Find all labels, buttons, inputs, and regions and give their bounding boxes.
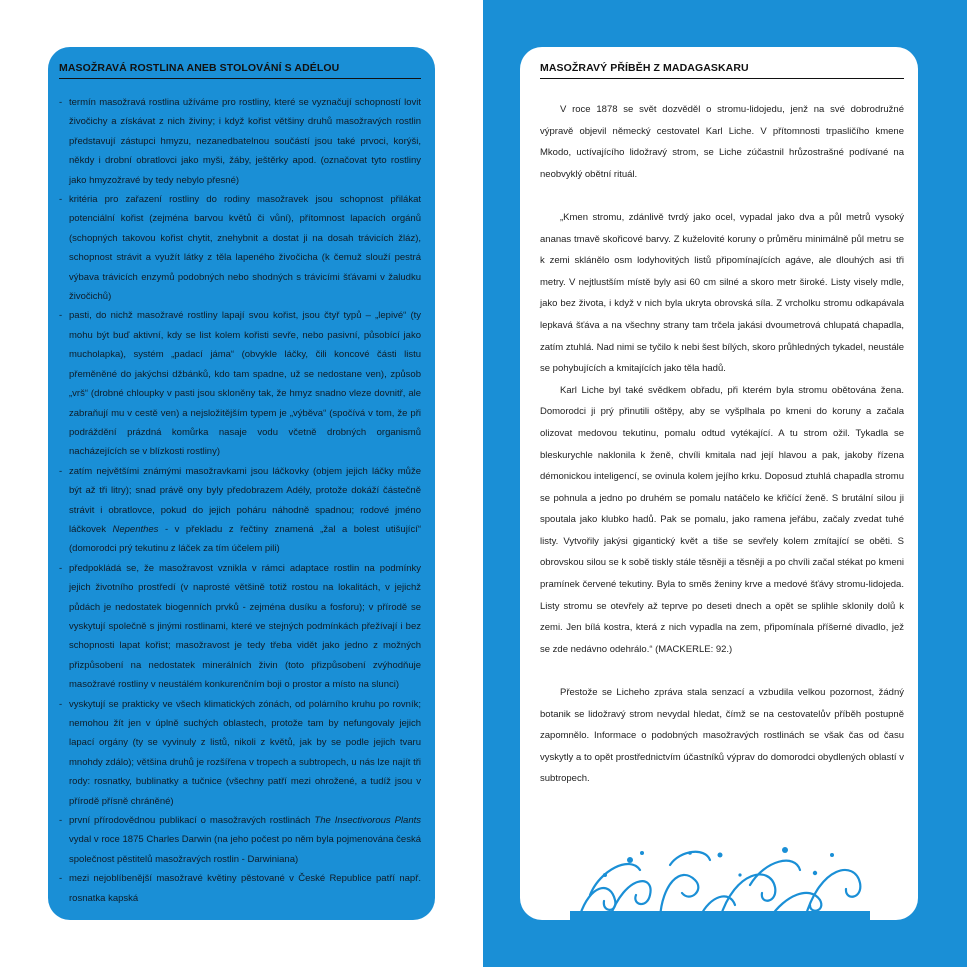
list-item-text: první přírodovědnou publikací o masožravých rostlinách	[69, 815, 315, 827]
list-item-text: předpokládá se, že masožravost vznikla v rámci adaptace rostlin na podmínky jejich životního prostředí (v naprosté většině totiž rostou na lokalitách, v jejichž půdách je nedostatek biogenních prvků - zejména dusíku a fosforu); v přírodě se vyskytují společně s jinými rostlinami, které ve stejných podmínkách přežívají i bez schopnosti lapat kořist; masožravost je tedy třeba vidět jako jedno z možných přizpůsobení na nedostatek minerálních živin (toto přizpůsobení zvýhodňuje masožravé rostliny v neustálém konkurenčním boji o prostor a místo na slunci)	[69, 562, 421, 691]
list-item-text-cont: vydal v roce 1875 Charles Darwin (na jeho počest po něm byla pojmenována česká společnost pěstitelů masožravých rostlin - Darwiniana)	[69, 834, 421, 865]
story-paragraph-quote: „Kmen stromu, zdánlivě tvrdý jako ocel, vypadal jako dva a půl metrů vysoký ananas tmavě skořicové barvy. Z kuželovité koruny o průměru minimálně půl metru se k zemi sklánělo osm lodyhovitých listů připomínajících agáve, ale dlouhých asi tři metry. V nejtlustším místě byly asi 60 cm silné a skoro metr široké. Listy visely mdle, jako bez života, i když v nich byla ukryta obrovská síla. Z vrcholku stromu odkapávala lepkavá šťáva a na všechny strany tam trčela jakási dvoumetrová chlupatá chapadla, zatím ztuhlá. Nad nimi se tyčilo k nebi šest bílých, skoro průhledných tykadel, neustále se pohybujících a kmitajících jako těla hadů.	[540, 211, 904, 375]
story-body	[540, 99, 904, 790]
right-panel-title: MASOŽRAVÝ PŘÍBĚH Z MADAGASKARU	[540, 62, 904, 79]
list-item	[59, 695, 421, 811]
italic-book-title: The Insectivorous Plants	[314, 815, 421, 827]
bullet-dash: -	[59, 310, 63, 322]
list-item	[59, 811, 421, 869]
left-panel-title: MASOŽRAVÁ ROSTLINA ANEB STOLOVÁNÍ S ADÉLOU	[59, 62, 421, 79]
list-item-text: pasti, do nichž masožravé rostliny lapají svou kořist, jsou čtyř typů – „lepivé“ (ty mohu být buď aktivní, kdy se list kolem kořisti sevře, nebo pasivní, působící jako mucholapka), systém „padací jáma“ (obvykle láčky, čili koncové části listu přeměněné do jakýchsi džbánků, kdo tam spadne, už se nedostane ven), způsob „vrš“ (drobné chloupky v pasti jsou skloněny tak, že hmyz snadno vleze dovnitř, ale zabraňují mu v cestě ven) a nejsložitějším typem je „výběva“ (spočívá v tom, že při podráždění prázdná komůrka nasaje vodu včetně drobných organismů nacházejících se v blízkosti rostliny)	[69, 310, 421, 458]
bullet-dash: -	[59, 815, 63, 827]
left-info-panel	[48, 47, 435, 920]
right-story-panel	[520, 47, 918, 920]
list-item	[59, 869, 421, 908]
list-item-text: vyskytují se prakticky ve všech klimatických zónách, od polárního kruhu po rovník; nemohou žít jen v úplně suchých oblastech, protože tam by nefungovaly jejich lapací orgány (ty se vyvinuly z listů, nikoli z květů, jak by se podle jejich tvaru mnohdy zdálo); většina druhů je rozšířena v tropech a subtropech, u nás lze najít tři rody: rosnatky, bublinatky a tučnice (všechny patří mezi ohrožené, a tudíž jsou v přírodě přísně chráněné)	[69, 698, 421, 807]
bullet-dash: -	[59, 194, 63, 206]
list-item	[59, 190, 421, 306]
list-item	[59, 462, 421, 559]
list-item	[59, 93, 421, 190]
story-paragraph: Karl Liche byl také svědkem obřadu, při kterém byla stromu obětována žena. Domorodci ji prý přinutili oštěpy, aby se vyšplhala po kmeni do koruny a začala olizovat medovou tekutinu, pomalu odtud vytékající. A tu strom ožil. Tykadla se bleskurychle naklonila k ženě, chvíli kmitala nad její hlavou a pak, jakoby řízena démonickou inteligencí, se ovinula kolem jejího krku. Doposud ztuhlá chapadla stromu se pohnula a jedno po druhém se pomalu natáčelo ke křičící ženě. S brutální silou ji spoutala jako klubko hadů. Pak se pomalu, jako ramena jeřábu, začaly zvedat tuhé listy. Vytvořily jakýsi gigantický květ a tiše se sevřely kolem zmítající se oběti. S obrovskou silou se k sobě tiskly stále těsněji a těsněji a po chvíli začal stékat po kmeni pramínek červené tekutiny. Byla to směs ženiny krve a medové šťávy stromu-lidojeda. Listy stromu se otevřely až teprve po deseti dnech a opět se splihle sklonily dolů k zemi. Jen bílá kostra, která z nich vypadla na zem, připomínala příšerné divadlo, jež se zde nedávno odehrálo.“ (MACKERLE: 92.)	[540, 384, 904, 655]
bullet-dash: -	[59, 97, 63, 108]
italic-genus-name: Nepenthes	[112, 523, 159, 535]
story-paragraph: Přestože se Licheho zpráva stala senzací a vzbudila velkou pozornost, žádný botanik se lidožravý strom nevydal hledat, čímž se na cestovatelův příběh postupně zapomnělo. Informace o podobných masožravých rostlinách se však čas od času vyskytly a to opět prostřednictvím účastníků výprav do domorodci obydlených oblastí v subtropech.	[540, 687, 904, 785]
bullet-dash: -	[59, 698, 63, 710]
bullet-dash: -	[59, 562, 63, 574]
list-item-text-cont: - v překladu z řečtiny znamená „žal a bolest utišující“ (domorodci prý tekutinu z láček za tím účelem pili)	[69, 523, 422, 555]
list-item	[59, 306, 421, 461]
swirl-ornament-icon	[570, 825, 870, 920]
list-item	[59, 559, 421, 695]
list-item-text: termín masožravá rostlina užíváme pro rostliny, které se vyznačují schopností lovit živočichy a získávat z nich živiny; i když kořist většiny druhů masožravých rostlin představují zástupci hmyzu, nezanedbatelnou součástí jsou také prvoci, korýši, někdy i drobní obratlovci jako myši, žáby, ještěrky apod. (označovat tyto rostliny jako hmyzožravé by tedy nebylo přesné)	[69, 97, 421, 186]
bullet-dash: -	[59, 465, 63, 477]
list-item-text: zatím největšími známými masožravkami jsou láčkovky (objem jejich láčky může být až tři litry); snad právě ony byly předobrazem Adély, protože dokáží částečně strávit i obratlovce, pokud do jejich poháru náhodně spadnou; rodové jméno láčkovek	[69, 465, 421, 535]
list-item-text: mezi nejoblíbenější masožravé květiny pěstované v České Republice patří např. rosnatka kapská	[69, 873, 421, 904]
bullet-dash: -	[59, 873, 63, 885]
story-paragraph: V roce 1878 se svět dozvěděl o stromu-lidojedu, jenž na své dobrodružné výpravě objevil německý cestovatel Karl Liche. V přítomnosti trpasličího kmene Mkodo, uctívajícího lidožravý strom, se Liche zúčastnil hrůzostrašné podívané na neobvyklý obětní rituál.	[540, 104, 904, 180]
bullet-list	[59, 93, 421, 908]
list-item-text: kritéria pro zařazení rostliny do rodiny masožravek jsou schopnost přilákat potenciální kořist (zejména barvou květů či vůní), přítomnost lapacích orgánů (schopných takovou kořist chytit, znehybnit a dostat ji na dosah trávicích žláz), schopnost strávit a využít látky z těla lapeného živočicha (k čemuž slouží pestrá výbava trávicích enzymů podobných nebo shodných s trávicími šťávami v žaludku živočichů)	[69, 194, 421, 303]
